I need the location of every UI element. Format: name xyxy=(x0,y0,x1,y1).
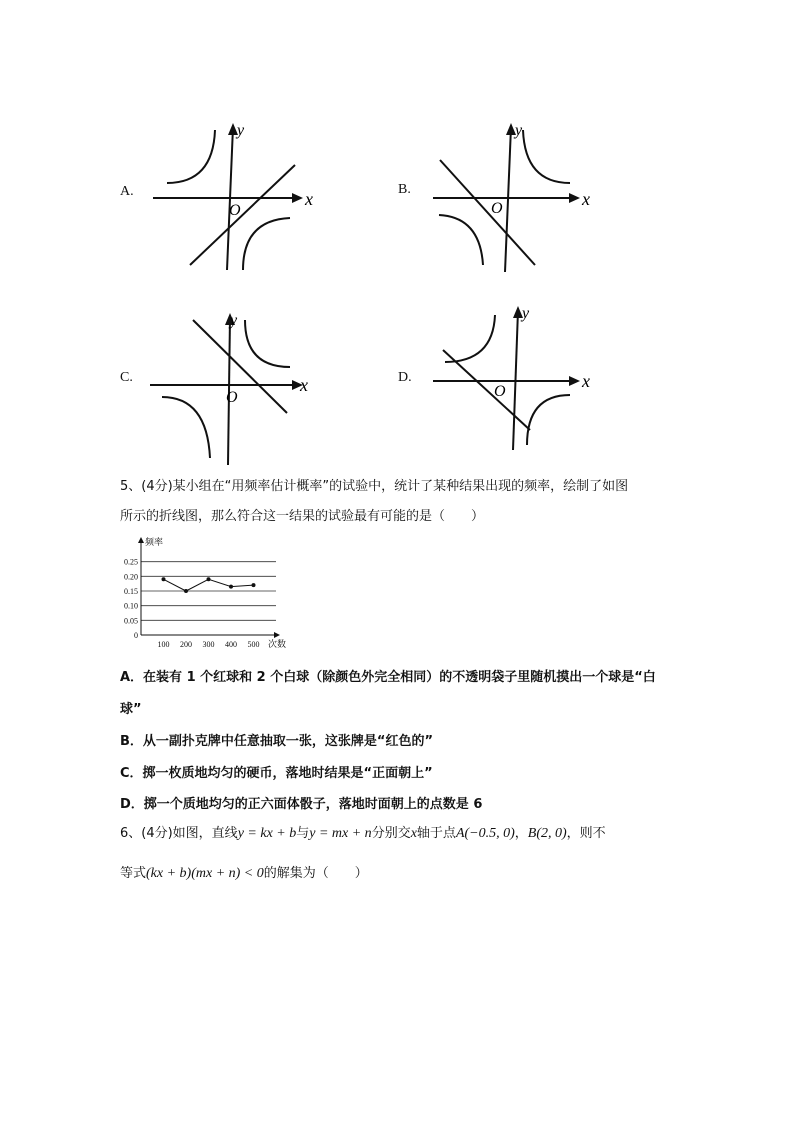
q5-option-b: B．从一副扑克牌中任意抽取一张，这张牌是“红色的” xyxy=(120,734,433,749)
origin-label: O xyxy=(226,389,238,406)
q6-text-7: 的解集为（ ） xyxy=(263,866,368,881)
q6-text-2: 与 xyxy=(296,826,310,841)
x-axis-title: 次数 xyxy=(268,639,287,649)
data-point xyxy=(252,583,256,587)
option-c-graph xyxy=(145,305,325,470)
q6-separator: ， xyxy=(514,826,528,841)
q6-point-b: B(2, 0) xyxy=(527,826,567,841)
origin-label: O xyxy=(494,383,506,400)
x-tick-label: 300 xyxy=(202,640,215,649)
option-d-label: D. xyxy=(398,370,412,385)
data-point xyxy=(162,577,166,581)
y-tick-label: 0 xyxy=(134,631,138,640)
option-b-graph xyxy=(425,115,605,275)
q6-x-variable: x xyxy=(410,826,417,841)
q5-option-c: C．掷一枚质地均匀的硬币，落地时结果是“正面朝上” xyxy=(120,766,433,781)
x-tick-label: 400 xyxy=(225,640,237,649)
x-axis-label: x xyxy=(300,375,308,395)
q6-inequality: (kx + b)(mx + n) < 0 xyxy=(146,866,264,881)
q6-equation-2: y = mx + n xyxy=(309,826,372,841)
x-axis-label: x xyxy=(305,189,313,209)
q6-text-1: 6、(4分)如图，直线 xyxy=(120,826,238,841)
q5-option-a-line2: 球” xyxy=(120,702,142,717)
data-point xyxy=(207,577,211,581)
q6-stem-line1 xyxy=(120,825,606,843)
y-tick-label: 0.25 xyxy=(124,557,138,567)
q6-text-3: 分别交 xyxy=(371,826,411,841)
q6-text-6: 等式 xyxy=(120,866,147,881)
q5-option-d: D．掷一个质地均匀的正六面体骰子，落地时面朝上的点数是 6 xyxy=(120,797,483,812)
option-a-graph xyxy=(145,115,325,275)
y-axis-label: y xyxy=(237,122,245,139)
q6-stem-line2 xyxy=(120,865,368,883)
q6-text-4: 轴于点 xyxy=(416,826,456,841)
option-d-graph xyxy=(425,300,600,460)
data-point xyxy=(229,585,233,589)
y-tick-label: 0.05 xyxy=(124,616,138,626)
x-tick-label: 500 xyxy=(247,640,260,649)
chart-tick-labels xyxy=(124,536,286,649)
y-tick-label: 0.15 xyxy=(124,587,138,596)
y-axis-arrow xyxy=(138,537,144,543)
x-axis-arrow xyxy=(274,632,280,638)
origin-label: O xyxy=(491,200,503,217)
x-tick-label: 200 xyxy=(180,640,192,649)
option-b-label: B. xyxy=(398,182,411,197)
origin-label: O xyxy=(229,202,241,219)
frequency-line-chart xyxy=(115,535,287,653)
data-point xyxy=(184,589,188,593)
x-axis-label: x xyxy=(582,371,590,391)
chart-axes xyxy=(138,537,280,638)
y-axis-title: 频率 xyxy=(145,537,164,547)
y-tick-label: 0.20 xyxy=(124,572,138,582)
q5-option-a-line1: A．在装有 1 个红球和 2 个白球（除颜色外完全相同）的不透明袋子里随机摸出一个球是“白 xyxy=(120,670,656,685)
y-axis-label: y xyxy=(230,312,238,329)
option-a-label: A. xyxy=(120,184,134,199)
q6-equation-1: y = kx + b xyxy=(237,826,297,841)
q6-text-5: ，则不 xyxy=(566,826,606,841)
y-axis-label: y xyxy=(522,305,530,322)
y-axis-label: y xyxy=(515,122,523,139)
chart-grid xyxy=(141,562,276,621)
q5-stem-line1: 5、(4分)某小组在“用频率估计概率”的试验中，统计了某种结果出现的频率，绘制了如图 xyxy=(120,479,629,494)
q6-point-a: A(−0.5, 0) xyxy=(455,826,515,841)
option-c-label: C. xyxy=(120,370,133,385)
y-tick-label: 0.10 xyxy=(124,601,138,611)
x-axis-label: x xyxy=(582,189,590,209)
q5-stem-line2: 所示的折线图，那么符合这一结果的试验最有可能的是（ ） xyxy=(120,509,485,524)
x-tick-label: 100 xyxy=(157,640,170,649)
